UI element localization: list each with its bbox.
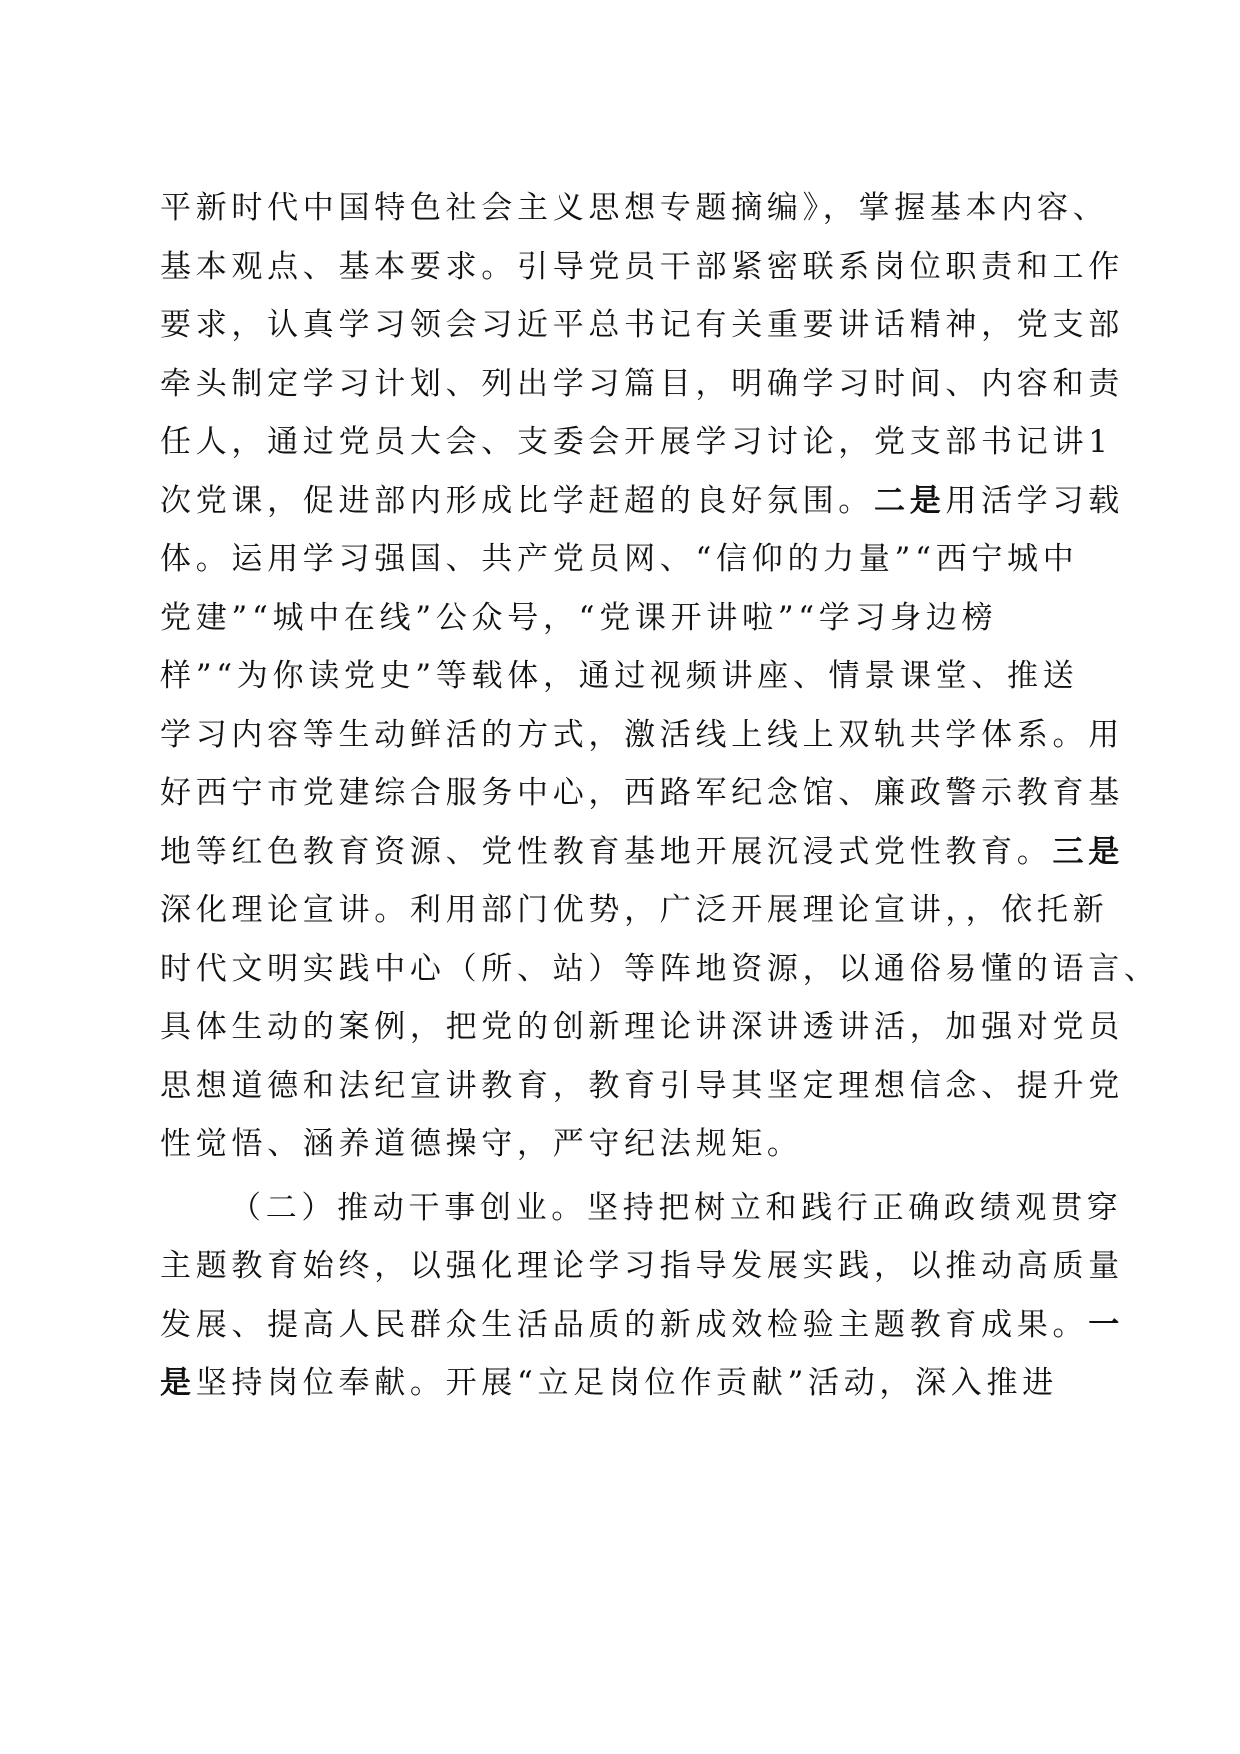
- text-line: [160, 773, 1124, 813]
- text-line: [160, 656, 1078, 696]
- text-line: [160, 364, 1124, 404]
- text-run: 次党课，促进部内形成比学赶超的良好氛围。: [160, 483, 874, 519]
- text-run: 深化理论宣讲。利用部门优势，广泛开展理论宣讲，，依托新: [160, 892, 1109, 928]
- bold-run: 三是: [1052, 834, 1124, 870]
- text-run: 基本观点、基本要求。引导党员干部紧密联系岗位职责和工作: [160, 249, 1124, 285]
- text-line: [160, 715, 1124, 755]
- bold-run: 是: [160, 1365, 196, 1401]
- text-run: 具体生动的案例，把党的创新理论讲深讲透讲活，加强对党员: [160, 1009, 1124, 1045]
- text-line: [160, 188, 1108, 228]
- text-run: 用活学习载: [945, 483, 1124, 519]
- text-line: [160, 305, 1124, 345]
- text-run: 平新时代中国特色社会主义思想专题摘编》，掌握基本内容、: [160, 190, 1109, 226]
- text-line: [160, 832, 1124, 872]
- text-line: [160, 598, 997, 638]
- text-line: [160, 1007, 1124, 1047]
- text-line: [160, 1363, 1058, 1403]
- text-line: [160, 949, 1160, 989]
- text-run: 任人，通过党员大会、支委会开展学习讨论，党支部书记讲1: [160, 424, 1113, 460]
- text-line: [160, 422, 1113, 462]
- text-line: [160, 247, 1124, 287]
- text-run: 党建”“城中在线”公众号，“党课开讲啦”“学习身边榜: [160, 600, 998, 636]
- text-line: [160, 1305, 1124, 1345]
- text-run: 体。运用学习强国、共产党员网、“信仰的力量”“西宁城中: [160, 541, 1079, 577]
- text-line: [160, 1246, 1124, 1286]
- text-run: 地等红色教育资源、党性教育基地开展沉浸式党性教育。: [160, 834, 1053, 870]
- text-run: 牵头制定学习计划、列出学习篇目，明确学习时间、内容和责: [160, 366, 1124, 402]
- text-line: [160, 1124, 803, 1164]
- text-run: 要求，认真学习领会习近平总书记有关重要讲话精神，党支部: [160, 307, 1124, 343]
- text-line: [230, 1188, 1123, 1228]
- text-run: 时代文明实践中心（所、站）等阵地资源，以通俗易懂的语言、: [160, 951, 1160, 987]
- text-run: 坚持岗位奉献。开展“立足岗位作贡献”活动，深入推进: [195, 1365, 1058, 1401]
- text-run: （二）推动干事创业。坚持把树立和践行正确政绩观贯穿: [230, 1190, 1123, 1226]
- text-run: 发展、提高人民群众生活品质的新成效检验主题教育成果。: [160, 1307, 1089, 1343]
- text-run: 样”“为你读党史”等载体，通过视频讲座、情景课堂、推送: [160, 658, 1079, 694]
- text-run: 学习内容等生动鲜活的方式，激活线上线上双轨共学体系。用: [160, 717, 1124, 753]
- text-line: [160, 1066, 1124, 1106]
- bold-run: 二是: [874, 483, 946, 519]
- text-line: [160, 539, 1078, 579]
- bold-run: 一: [1088, 1307, 1124, 1343]
- text-run: 思想道德和法纪宣讲教育，教育引导其坚定理想信念、提升党: [160, 1068, 1124, 1104]
- text-line: [160, 481, 1124, 521]
- text-run: 主题教育始终，以强化理论学习指导发展实践，以推动高质量: [160, 1248, 1124, 1284]
- text-line: [160, 890, 1108, 930]
- text-run: 性觉悟、涵养道德操守，严守纪法规矩。: [160, 1126, 803, 1162]
- text-run: 好西宁市党建综合服务中心，西路军纪念馆、廉政警示教育基: [160, 775, 1124, 811]
